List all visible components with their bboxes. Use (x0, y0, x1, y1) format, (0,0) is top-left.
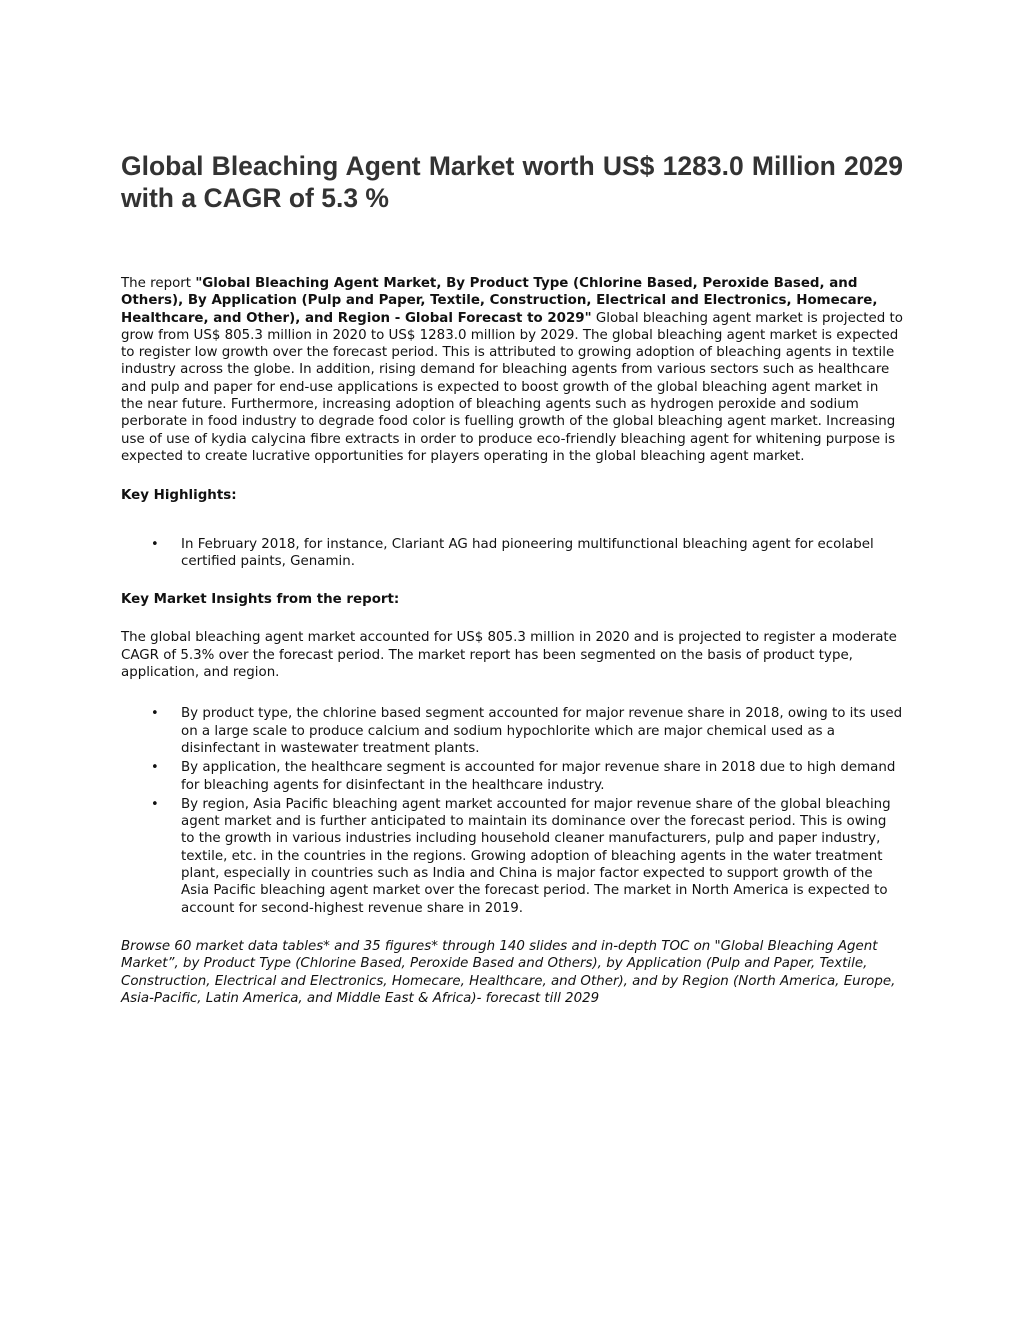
list-item (121, 759, 903, 794)
key-insights-paragraph: The global bleaching agent market accounted for US$ 805.3 million in 2020 and is projected to register a moderate CAGR of 5.3% over the forecast period. The market report has been segmented on the basis of product type, application, and region. (121, 630, 897, 681)
bullet-icon: • (151, 760, 159, 776)
list-item (121, 705, 903, 757)
list-item-text: By region, Asia Pacific bleaching agent market accounted for major revenue share of the global bleaching agent market and is further anticipated to maintain its dominance over the forecast period. This is owing to the growth in various industries including household cleaner manufacturers, pulp and paper industry, textile, etc. in the countries in the regions. Growing adoption of bleaching agents in the water treatment plant, especially in countries such as India and China is major factor expected to support growth of the Asia Pacific bleaching agent market over the forecast period. The market in North America is expected to account for second-highest revenue share in 2019. (181, 796, 891, 916)
key-highlights-list (121, 536, 903, 571)
page-title: Global Bleaching Agent Market worth US$ 1283.0 Million 2029 with a CAGR of 5.3 % (121, 151, 903, 213)
key-highlights-heading: Key Highlights: (121, 488, 237, 504)
list-item-text: By product type, the chlorine based segment accounted for major revenue share in 2018, owing to its used on a large scale to produce calcium and sodium hypochlorite which are major chemical used as a disinfectant in wastewater treatment plants. (181, 706, 903, 756)
bullet-icon: • (151, 536, 159, 552)
bullet-icon: • (151, 796, 159, 812)
document-page (121, 150, 903, 1020)
bullet-icon: • (151, 706, 159, 722)
list-item (121, 536, 903, 571)
list-item-text: By application, the healthcare segment is accounted for major revenue share in 2018 due to high demand for bleaching agents for disinfectant in the healthcare industry. (181, 760, 896, 793)
list-item (121, 796, 903, 917)
report-name: "Global Bleaching Agent Market, By Product Type (Chlorine Based, Peroxide Based, and Others), By Application (Pulp and Paper, Textile, Construction, Electrical and Electronics, Homecare, Healthcare, and Other), and Region - Global Forecast to 2029" (121, 276, 878, 326)
browse-paragraph: Browse 60 market data tables* and 35 figures* through 140 slides and in-depth TOC on "Global Bleaching Agent Market”, by Product Type (Chlorine Based, Peroxide Based and Others), by Application (Pulp and Paper, Textile, Construction, Electrical and Electronics, Homecare, Healthcare, and Other), and by Region (North America, Europe, Asia-Pacific, Latin America, and Middle East & Africa)- forecast till 2029 (121, 938, 896, 1006)
intro-paragraph (121, 275, 903, 465)
key-insights-heading: Key Market Insights from the report: (121, 592, 400, 608)
intro-lead: The report (121, 276, 196, 291)
list-item-text: In February 2018, for instance, Clariant AG had pioneering multifunctional bleaching agent for ecolabel certified paints, Genamin. (181, 536, 874, 569)
intro-body: Global bleaching agent market is projected to grow from US$ 805.3 million in 2020 to US$ 1283.0 million by 2029. The global bleaching agent market is expected to register low growth over the forecast period. This is attributed to growing adoption of bleaching agents in textile industry across the globe. In addition, rising demand for bleaching agents from various sectors such as healthcare and pulp and paper for end-use applications is expected to boost growth of the global bleaching agent market in the near future. Furthermore, increasing adoption of bleaching agents such as hydrogen peroxide and sodium perborate in food industry to degrade food color is fuelling growth of the global bleaching agent market. Increasing use of use of kydia calycina fibre extracts in order to produce eco-friendly bleaching agent for whitening purpose is expected to create lucrative opportunities for players operating in the global bleaching agent market. (121, 310, 903, 464)
key-insights-list (121, 705, 903, 917)
